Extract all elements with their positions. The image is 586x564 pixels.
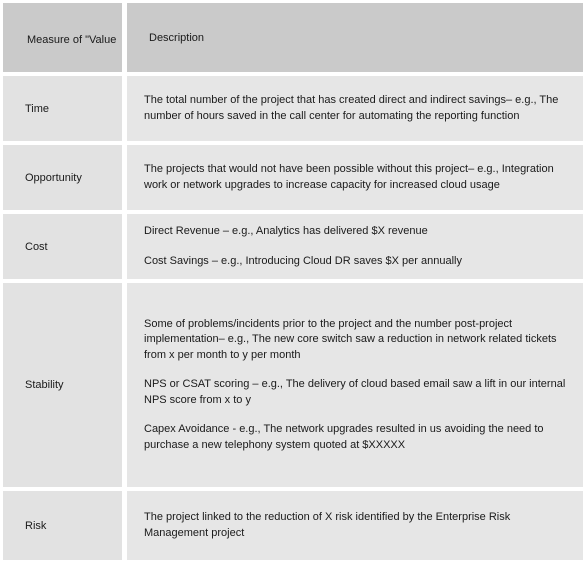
description-paragraph: Some of problems/incidents prior to the project and the number post-project implementation– e.g., The new core switch saw a reduction in network related tickets from x per month to y per month (144, 317, 557, 361)
table-header-row (3, 3, 583, 72)
measure-cell: Cost (3, 214, 122, 279)
description-paragraph: Cost Savings – e.g., Introducing Cloud DR saves $X per annually (144, 254, 462, 267)
description-paragraph: The total number of the project that has created direct and indirect savings– e.g., The number of hours saved in the call center for automating the reporting function (144, 94, 559, 122)
table-row-stability (3, 283, 583, 487)
description-paragraph: Capex Avoidance - e.g., The network upgrades resulted in us avoiding the need to purchase a new telephony system quoted at $XXXXX (144, 423, 544, 451)
description-paragraph: NPS or CSAT scoring – e.g., The delivery of cloud based email saw a lift in our internal NPS score from x to y (144, 378, 566, 406)
description-paragraph: The projects that would not have been possible without this project– e.g., Integration work or network upgrades to increase capacity for increased cloud usage (144, 163, 554, 191)
measure-cell: Opportunity (3, 145, 122, 210)
table-row-risk (3, 491, 583, 560)
header-measure-cell: Measure of "Value (3, 3, 122, 72)
header-description-cell: Description (127, 3, 583, 72)
measure-cell: Stability (3, 283, 122, 487)
description-cell (127, 76, 583, 141)
description-paragraph: Direct Revenue – e.g., Analytics has delivered $X revenue (144, 225, 428, 237)
table-row-opportunity (3, 145, 583, 210)
description-cell (127, 491, 583, 560)
description-paragraph: The project linked to the reduction of X risk identified by the Enterprise Risk Management project (144, 511, 511, 539)
description-cell (127, 145, 583, 210)
table-row-cost (3, 214, 583, 279)
measure-cell: Risk (3, 491, 122, 560)
table-row-time (3, 76, 583, 141)
measure-cell: Time (3, 76, 122, 141)
description-cell (127, 214, 583, 279)
description-cell (127, 283, 583, 487)
